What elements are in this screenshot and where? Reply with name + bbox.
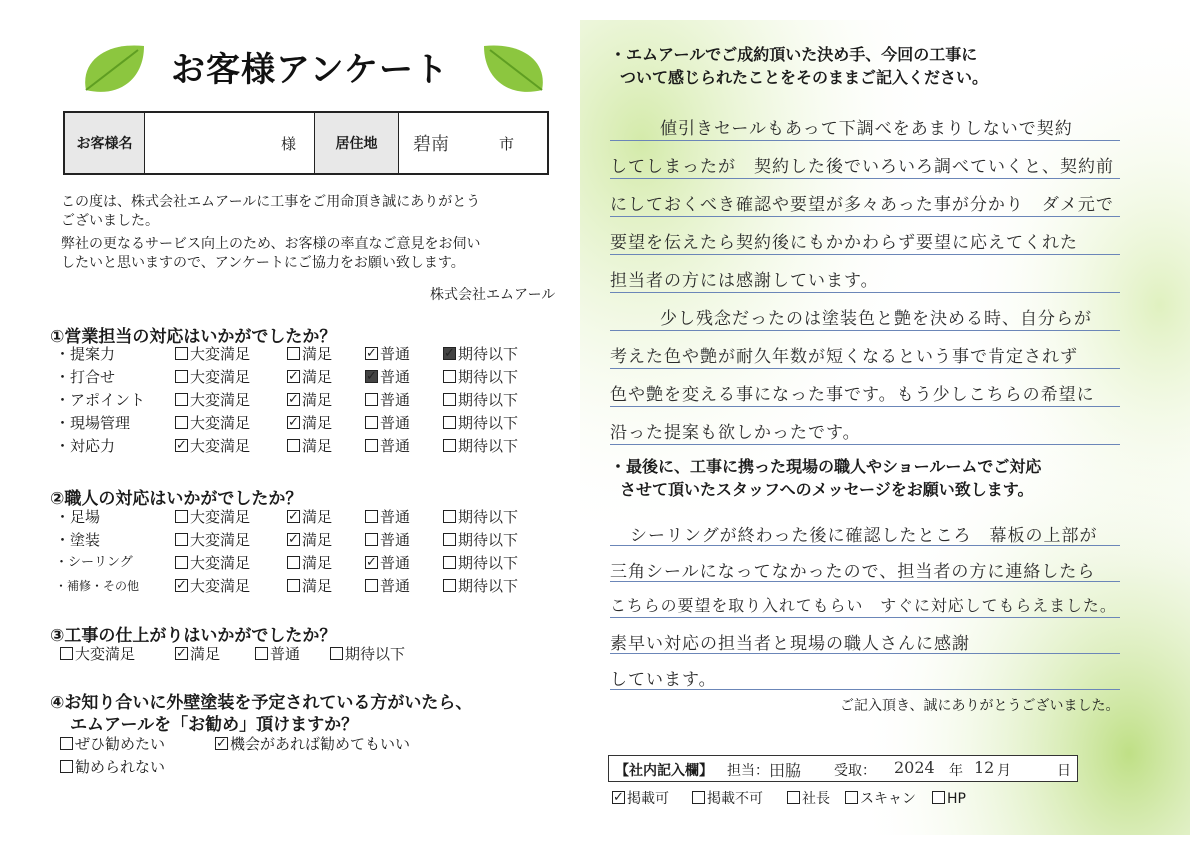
- prompt-2-line-2: させて頂いたスタッフへのメッセージをお願い致します。: [620, 480, 1034, 499]
- rating-row-label: ・アポイント: [55, 391, 146, 409]
- ruled-line: [610, 140, 1120, 141]
- rating-option[interactable]: 期待以下: [443, 435, 518, 457]
- checked-box-icon: [287, 533, 300, 546]
- rating-option[interactable]: 大変満足: [175, 529, 250, 551]
- rating-row-label: ・足場: [55, 508, 101, 526]
- office-label: 【社内記入欄】: [615, 763, 713, 779]
- answer-1-line: 少し残念だったのは塗装色と艶を決める時、自分らが: [660, 309, 1092, 329]
- rating-option[interactable]: ✓ 期待以下: [443, 343, 518, 365]
- flag-publish-ok[interactable]: ✓掲載可: [612, 788, 669, 810]
- page-title: お客様アンケート: [171, 50, 449, 90]
- rating-option[interactable]: 大変満足: [175, 343, 250, 365]
- checkbox-icon: [365, 533, 378, 546]
- rating-row-label: ・補修・その他: [55, 579, 140, 593]
- checked-box-icon: [365, 556, 378, 569]
- rating-option[interactable]: 満足: [287, 435, 332, 457]
- prompt-2-line-1: ・最後に、工事に携った現場の職人やショールームでご対応: [610, 457, 1042, 476]
- rating-option[interactable]: ✓ 満足: [287, 529, 332, 551]
- q4-option[interactable]: ぜひ勧めたい: [60, 733, 165, 755]
- thanks-text: ご記入頂き、誠にありがとうございました。: [840, 698, 1120, 714]
- flag-scan[interactable]: スキャン: [845, 788, 916, 810]
- q4-option[interactable]: 勧められない: [60, 756, 165, 778]
- checkbox-icon: [255, 647, 268, 660]
- checked-box-icon: [365, 347, 378, 360]
- checkbox-icon: [175, 533, 188, 546]
- rating-option[interactable]: 期待以下: [443, 389, 518, 411]
- answer-2-line: シーリングが終わった後に確認したところ 幕板の上部が: [630, 526, 1098, 546]
- rating-option[interactable]: 期待以下: [443, 529, 518, 551]
- rating-option[interactable]: 普通: [365, 529, 410, 551]
- prompt-1-line-1: ・エムアールでご成約頂いた決め手、今回の工事に: [610, 45, 978, 64]
- flag-president[interactable]: 社長: [787, 788, 830, 810]
- customer-info-table: [63, 111, 549, 175]
- question-4-title-1: ④お知り合いに外壁塗装を予定されている方がいたら、: [50, 693, 473, 713]
- q3-option[interactable]: 普通: [255, 643, 300, 665]
- answer-1-line: してしまったが 契約した後でいろいろ調べていくと、契約前: [610, 157, 1114, 177]
- checkbox-icon: [787, 791, 800, 804]
- checked-box-icon: [175, 647, 188, 660]
- checked-box-icon: [215, 737, 228, 750]
- checkbox-icon: [175, 510, 188, 523]
- checkbox-icon: [175, 393, 188, 406]
- rating-row-label: ・シーリング: [55, 555, 133, 570]
- rating-option[interactable]: 期待以下: [443, 506, 518, 528]
- intro-line: ございました。: [61, 213, 159, 229]
- answer-1-line: 色や艶を変える事になった事です。もう少しこちらの希望に: [610, 385, 1095, 405]
- rating-option[interactable]: 普通: [365, 435, 410, 457]
- answer-2-line: 素早い対応の担当者と現場の職人さんに感謝: [610, 634, 970, 654]
- answer-1-line: にしておくべき確認や要望が多々あった事が分かり ダメ元で: [610, 195, 1114, 215]
- checked-box-icon: [443, 347, 456, 360]
- checkbox-icon: [365, 579, 378, 592]
- checkbox-icon: [60, 737, 73, 750]
- answer-1-line: 考えた色や艶が耐久年数が短くなるという事で肯定されず: [610, 347, 1078, 367]
- year-value: 2024: [894, 758, 935, 777]
- checkbox-icon: [443, 579, 456, 592]
- flag-hp[interactable]: HP: [932, 788, 966, 810]
- checkbox-icon: [365, 510, 378, 523]
- leaf-icon: [78, 40, 150, 98]
- answer-2-line: 三角シールになってなかったので、担当者の方に連絡したら: [610, 562, 1096, 582]
- rating-option[interactable]: 期待以下: [443, 575, 518, 597]
- checkbox-icon: [60, 647, 73, 660]
- checkbox-icon: [443, 393, 456, 406]
- tanto-value: 田脇: [769, 761, 802, 780]
- ruled-line: [610, 617, 1120, 618]
- rating-row-label: ・塗装: [55, 531, 101, 549]
- rating-option[interactable]: 大変満足: [175, 412, 250, 434]
- checkbox-icon: [443, 533, 456, 546]
- checkbox-icon: [175, 556, 188, 569]
- checkbox-icon: [175, 370, 188, 383]
- question-2-title: ②職人の対応はいかがでしたか？: [50, 489, 303, 509]
- checkbox-icon: [330, 647, 343, 660]
- checkbox-icon: [845, 791, 858, 804]
- checkbox-icon: [692, 791, 705, 804]
- rating-option[interactable]: 大変満足: [175, 506, 250, 528]
- checked-box-icon: [175, 439, 188, 452]
- ruled-line: [610, 292, 1120, 293]
- rating-option[interactable]: 満足: [287, 343, 332, 365]
- month-label: 月: [997, 763, 1011, 779]
- rating-option[interactable]: 普通: [365, 412, 410, 434]
- checked-box-icon: [175, 579, 188, 592]
- month-value: 12: [974, 758, 995, 777]
- checkbox-icon: [175, 416, 188, 429]
- q4-option[interactable]: ✓ 機会があれば勧めてもいい: [215, 733, 410, 755]
- rating-row-label: ・対応力: [55, 437, 116, 455]
- rating-option[interactable]: 普通: [365, 575, 410, 597]
- checkbox-icon: [175, 347, 188, 360]
- rating-option[interactable]: 期待以下: [443, 552, 518, 574]
- rating-option[interactable]: ✓ 満足: [287, 506, 332, 528]
- checked-box-icon: [612, 791, 625, 804]
- checked-box-icon: [287, 416, 300, 429]
- ruled-line: [610, 178, 1120, 179]
- checkbox-icon: [932, 791, 945, 804]
- answer-1-line: 値引きセールもあって下調べをあまりしないで契約: [660, 119, 1073, 139]
- question-3-title: ③工事の仕上がりはいかがでしたか？: [50, 626, 337, 646]
- rating-option[interactable]: 期待以下: [443, 412, 518, 434]
- q3-option[interactable]: ✓ 満足: [175, 643, 220, 665]
- rating-option[interactable]: 大変満足: [175, 366, 250, 388]
- rating-option[interactable]: 普通: [365, 389, 410, 411]
- residence-label: 居住地: [315, 113, 399, 173]
- question-1-title: ①営業担当の対応はいかがでしたか？: [50, 327, 337, 347]
- rating-option[interactable]: ✓ 普通: [365, 343, 410, 365]
- checked-box-icon: [287, 393, 300, 406]
- q3-option[interactable]: 期待以下: [330, 643, 405, 665]
- checked-box-icon: [287, 510, 300, 523]
- ruled-line: [610, 444, 1120, 445]
- leaf-icon: [478, 40, 550, 98]
- answer-2-line: こちらの要望を取り入れてもらい すぐに対応してもらえました。: [610, 596, 1117, 615]
- day-label: 日: [1057, 763, 1071, 779]
- checkbox-icon: [365, 393, 378, 406]
- rating-option[interactable]: ✓ 大変満足: [175, 575, 250, 597]
- tanto-label: 担当：: [727, 763, 769, 779]
- customer-name-field[interactable]: [145, 113, 315, 173]
- checkbox-icon: [287, 347, 300, 360]
- rating-row-label: ・打合せ: [55, 368, 116, 386]
- rating-row-label: ・現場管理: [55, 414, 131, 432]
- ruled-line: [610, 368, 1120, 369]
- rating-option[interactable]: ✓ 満足: [287, 412, 332, 434]
- question-4-title-2: エムアールを「お勧め」頂けますか？: [70, 715, 359, 735]
- rating-option[interactable]: 満足: [287, 552, 332, 574]
- rating-option[interactable]: ✓ 満足: [287, 366, 332, 388]
- customer-suffix: 様: [280, 134, 296, 153]
- rating-option[interactable]: ✓ 満足: [287, 389, 332, 411]
- checkbox-icon: [443, 439, 456, 452]
- ruled-line: [610, 254, 1120, 255]
- checkbox-icon: [443, 370, 456, 383]
- intro-line: この度は、株式会社エムアールに工事をご用命頂き誠にありがとう: [61, 194, 481, 210]
- rating-option[interactable]: ✓ 普通: [365, 552, 410, 574]
- ruled-line: [610, 406, 1120, 407]
- residence-field[interactable]: [399, 113, 547, 173]
- prompt-1-line-2: ついて感じられたことをそのままご記入ください。: [620, 68, 989, 87]
- rating-option[interactable]: 普通: [365, 506, 410, 528]
- q3-option[interactable]: 大変満足: [60, 643, 135, 665]
- checked-box-icon: [287, 370, 300, 383]
- rating-row-label: ・提案力: [55, 345, 116, 363]
- answer-1-line: 要望を伝えたら契約後にもかかわらず要望に応えてくれた: [610, 233, 1078, 253]
- residence-value: 碧南: [413, 134, 449, 155]
- checkbox-icon: [443, 416, 456, 429]
- checkbox-icon: [365, 416, 378, 429]
- checkbox-icon: [287, 439, 300, 452]
- checkbox-icon: [287, 579, 300, 592]
- intro-line: 弊社の更なるサービス向上のため、お客様の率直なご意見をお伺い: [61, 236, 481, 252]
- rating-option[interactable]: 満足: [287, 575, 332, 597]
- company-name: 株式会社エムアール: [430, 287, 556, 303]
- customer-name-label: お客様名: [65, 113, 145, 173]
- intro-line: したいと思いますので、アンケートにご協力をお願い致します。: [61, 255, 465, 271]
- rating-option[interactable]: ✓ 大変満足: [175, 435, 250, 457]
- checkbox-icon: [365, 439, 378, 452]
- rating-option[interactable]: 期待以下: [443, 366, 518, 388]
- checked-box-icon: [365, 370, 378, 383]
- flag-publish-ng[interactable]: 掲載不可: [692, 788, 763, 810]
- rating-option[interactable]: 大変満足: [175, 552, 250, 574]
- checkbox-icon: [287, 556, 300, 569]
- checkbox-icon: [443, 510, 456, 523]
- rating-option[interactable]: ✓ 普通: [365, 366, 410, 388]
- uketori-label: 受取：: [834, 763, 876, 779]
- ruled-line: [610, 330, 1120, 331]
- answer-1-line: 担当者の方には感謝しています。: [610, 271, 879, 291]
- checkbox-icon: [443, 556, 456, 569]
- checkbox-icon: [60, 760, 73, 773]
- answer-1-line: 沿った提案も欲しかったです。: [610, 423, 861, 443]
- ruled-line: [610, 216, 1120, 217]
- rating-option[interactable]: 大変満足: [175, 389, 250, 411]
- residence-suffix: 市: [499, 134, 515, 153]
- year-label: 年: [949, 763, 963, 779]
- answer-2-line: しています。: [610, 670, 717, 690]
- office-use-box: [608, 755, 1078, 782]
